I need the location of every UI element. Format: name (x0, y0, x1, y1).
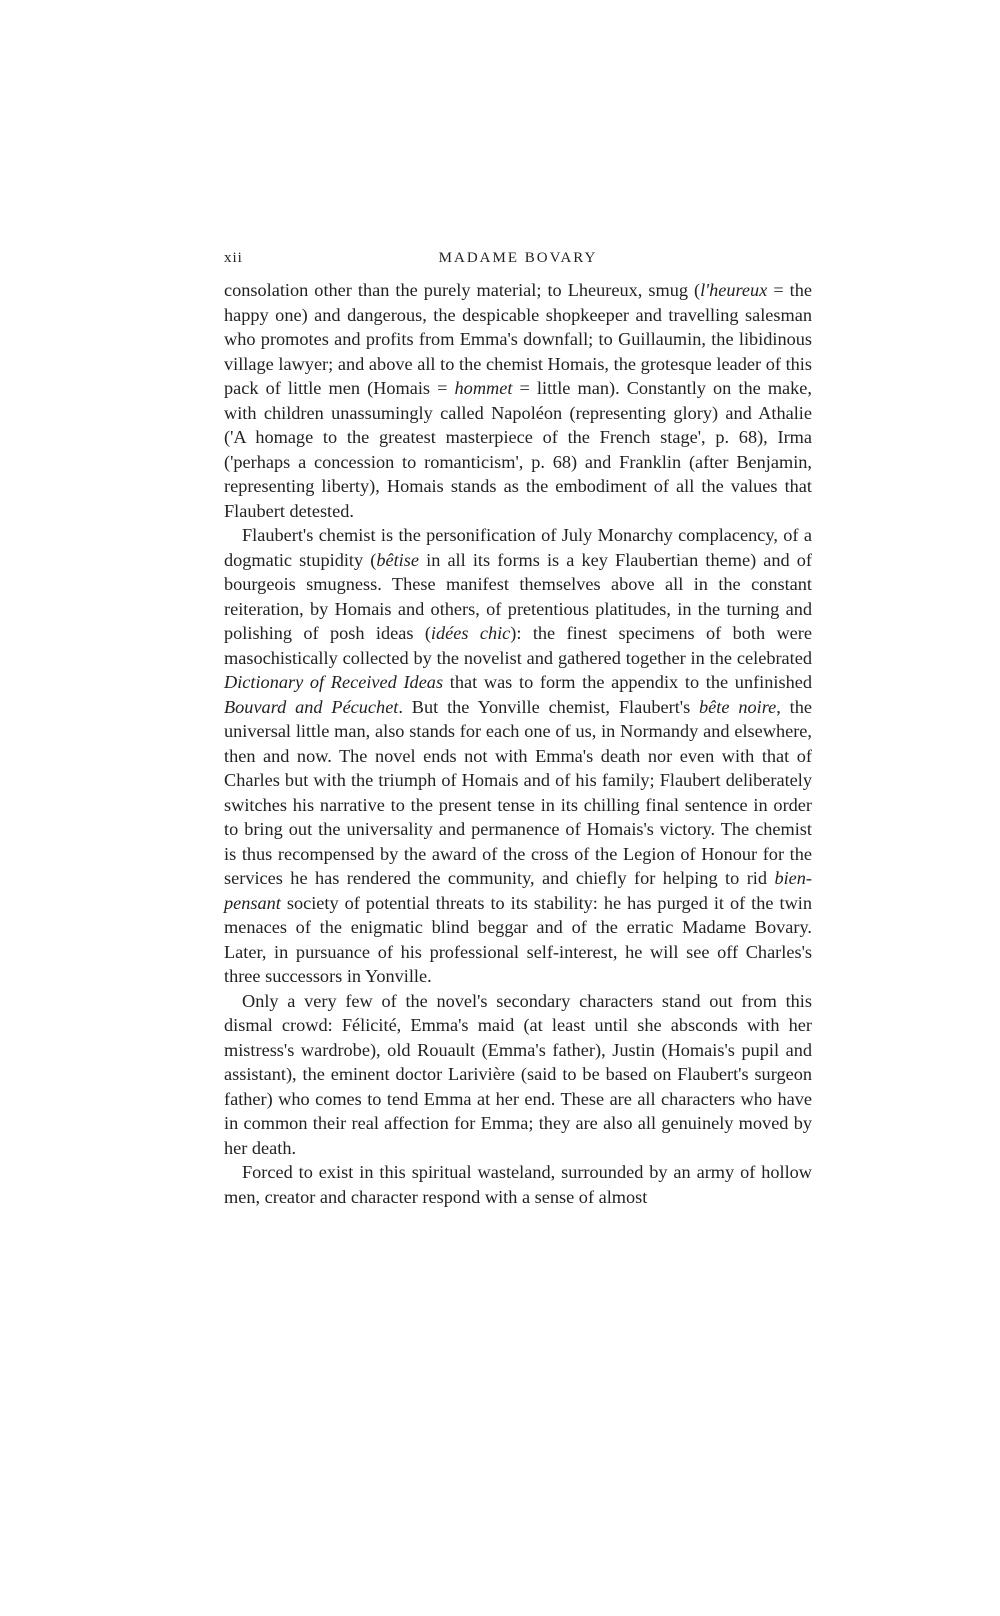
text-run: ): the finest specimens of both were masochistically collected by the novelist and gathered together in the celebrated (224, 623, 812, 668)
page-number: xii (224, 250, 243, 266)
paragraph (224, 989, 812, 1161)
text-run: Forced to exist in this spiritual wasteland, surrounded by an army of hollow men, creator and character respond with a sense of almost (224, 1162, 812, 1207)
paragraph (224, 278, 812, 523)
italic-term: bêtise (376, 549, 419, 570)
text-run: , the universal little man, also stands for each one of us, in Normandy and elsewhere, then and now. The novel ends not with Emma's death nor even with that of Charles but with the triumph of Homais and of his family; Flaubert deliberately switches his narrative to the present tense in its chilling final sentence in order to bring out the universality and permanence of Homais's victory. The chemist is thus recompensed by the award of the cross of the Legion of Honour for the services he has rendered the community, and chiefly for helping to rid (224, 696, 813, 888)
running-head (224, 250, 812, 272)
paragraph (224, 1160, 812, 1209)
italic-title: Dictionary of Received Ideas (224, 672, 444, 692)
italic-term: bête noire (699, 696, 777, 717)
text-run: society of potential threats to its stability: he has purged it of the twin menaces of the enigmatic blind beggar and of the erratic Madame Bovary. Later, in pursuance of his professional self-interest, he will see off Charles's three successors in Yonville. (224, 892, 812, 986)
italic-term: idées chic (430, 623, 511, 643)
text-run: Only a very few of the novel's secondary characters stand out from this dismal crowd: Félicité, Emma's maid (at least until she absconds with her mistress's wardrobe), old Rouault (Emma's father), Justin (Homais's pupil and assistant), the eminent doctor Larivière (said to be based on Flaubert's surgeon father) who comes to tend Emma at her end. These are all characters who have in common their real affection for Emma; they are also all genuinely moved by her death. (224, 990, 812, 1158)
text-run: . But the Yonville chemist, Flaubert's (398, 696, 700, 717)
italic-term: bien-pensant (224, 868, 812, 913)
text-run: Flaubert's chemist is the personification of July Monarchy complacency, of a dogmatic stupidity ( (224, 525, 812, 570)
italic-term: hommet (454, 378, 513, 398)
body-text (224, 278, 812, 1209)
text-run: in all its forms is a key Flaubertian theme) and of bourgeois smugness. These manifest themselves above all in the constant reiteration, by Homais and others, of pretentious platitudes, in the turning and polishing of posh ideas ( (224, 549, 813, 643)
running-title: MADAME BOVARY (438, 250, 598, 266)
italic-title: Bouvard and Pécuchet (224, 696, 399, 717)
text-run: consolation other than the purely material; to Lheureux, smug ( (224, 280, 701, 300)
paragraph (224, 523, 812, 989)
text-run: that was to form the appendix to the unfinished (443, 672, 812, 692)
book-page (224, 250, 812, 1209)
text-run: = little man). Constantly on the make, with children unassumingly called Napoléon (representing glory) and Athalie ('A homage to the greatest masterpiece of the French stage', p. 68), Irma ('perhaps a concession to romanticism', p. 68) and Franklin (after Benjamin, representing liberty), Homais stands as the embodiment of all the values that Flaubert detested. (224, 378, 812, 521)
italic-term: l'heureux (700, 280, 768, 300)
text-run: = the happy one) and dangerous, the despicable shopkeeper and travelling salesman who promotes and profits from Emma's downfall; to Guillaumin, the libidinous village lawyer; and above all to the chemist Homais, the grotesque leader of this pack of little men (Homais = (224, 280, 812, 398)
